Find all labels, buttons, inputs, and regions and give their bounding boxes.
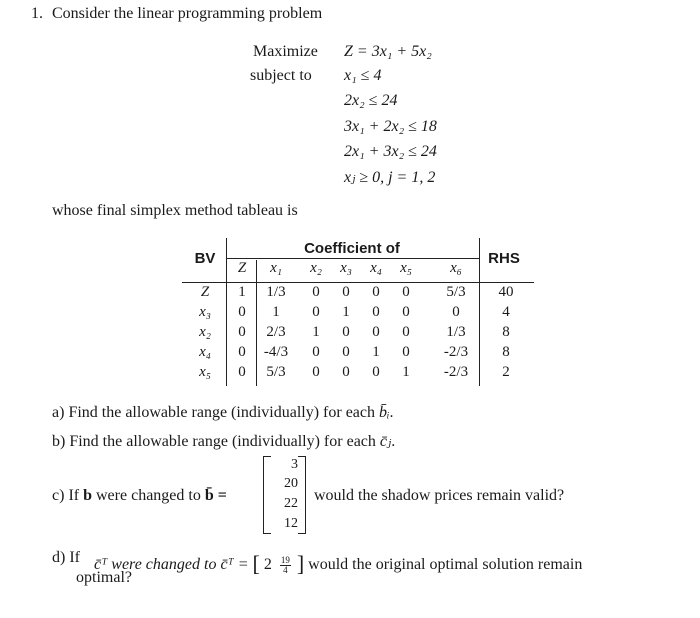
question-b bbox=[52, 431, 395, 451]
col-header-x1: x₁ bbox=[270, 260, 282, 276]
question-d-text-after: would the original optimal solution remain bbox=[308, 556, 583, 573]
cell: -2/3 bbox=[443, 364, 469, 380]
question-d-text-before: If bbox=[69, 549, 80, 566]
vector-entry: 3 bbox=[291, 457, 298, 472]
cell: 0 bbox=[238, 324, 246, 340]
coefficient-header: Coefficient of bbox=[304, 240, 400, 257]
question-c-symbol: b̄ = bbox=[204, 487, 227, 504]
tableau-intro: whose final simplex method tableau is bbox=[52, 202, 298, 219]
rhs-cell: 8 bbox=[502, 344, 510, 360]
cell: 1 bbox=[272, 304, 280, 320]
problem-number: 1. bbox=[31, 5, 43, 22]
rhs-cell: 40 bbox=[498, 284, 514, 300]
question-d-line2: optimal? bbox=[76, 569, 132, 586]
question-b-symbol: c̄ⱼ bbox=[379, 433, 392, 450]
col-header-x4: x₄ bbox=[370, 260, 382, 276]
cell: 0 bbox=[402, 344, 410, 360]
cell: 1 bbox=[238, 284, 246, 300]
question-d-row-vector bbox=[94, 549, 582, 575]
fraction-numerator: 19 bbox=[280, 554, 290, 565]
cell: 1/3 bbox=[446, 324, 466, 340]
question-c bbox=[52, 487, 227, 505]
cell: 0 bbox=[372, 324, 380, 340]
cell: 0 bbox=[238, 344, 246, 360]
row-bv: Z bbox=[200, 284, 210, 300]
cell: 0 bbox=[372, 284, 380, 300]
constraint-3: 3x₁ + 2x₂ ≤ 18 bbox=[344, 118, 437, 135]
constraint-1: x₁ ≤ 4 bbox=[344, 67, 382, 84]
cell: 1 bbox=[342, 304, 350, 320]
cell: 5/3 bbox=[446, 284, 466, 300]
rhs-cell: 8 bbox=[502, 324, 510, 340]
row-bv: x₄ bbox=[199, 344, 211, 360]
vector-left-bracket bbox=[263, 456, 271, 534]
cell: 0 bbox=[402, 324, 410, 340]
question-d-label: d) bbox=[52, 549, 66, 566]
question-a-label: a) bbox=[52, 404, 65, 421]
col-header-x3: x₃ bbox=[340, 260, 352, 276]
question-a-text: Find the allowable range (individually) for each bbox=[68, 404, 379, 421]
cell: 0 bbox=[452, 304, 460, 320]
cell: 1 bbox=[312, 324, 320, 340]
bv-header: BV bbox=[194, 250, 216, 267]
cell: 0 bbox=[372, 304, 380, 320]
problem-intro: Consider the linear programming problem bbox=[52, 5, 323, 22]
cell: 0 bbox=[312, 364, 320, 380]
question-c-text-mid: were changed to bbox=[92, 487, 205, 504]
col-header-x6: x₆ bbox=[450, 260, 462, 276]
row-vector-fraction bbox=[280, 556, 291, 575]
row-bv: x₃ bbox=[199, 304, 211, 320]
cell: 0 bbox=[312, 344, 320, 360]
row-bv: x₅ bbox=[199, 364, 211, 380]
simplex-tableau bbox=[182, 238, 534, 388]
col-header-x2: x₂ bbox=[310, 260, 322, 276]
row-bv: x₂ bbox=[199, 324, 211, 340]
question-c-text-before: If bbox=[68, 487, 84, 504]
constraint-4: 2x₁ + 3x₂ ≤ 24 bbox=[344, 143, 437, 160]
cell: 0 bbox=[342, 324, 350, 340]
cell: 1/3 bbox=[266, 284, 286, 300]
question-b-label: b) bbox=[52, 433, 66, 450]
vector-entry: 12 bbox=[284, 516, 298, 531]
cell: 0 bbox=[342, 364, 350, 380]
cell: 5/3 bbox=[266, 364, 286, 380]
question-d bbox=[52, 549, 80, 567]
rhs-cell: 4 bbox=[502, 304, 510, 320]
constraint-2: 2x₂ ≤ 24 bbox=[344, 92, 398, 109]
cell: 0 bbox=[312, 304, 320, 320]
header-divider bbox=[182, 282, 534, 283]
col-header-x5: x₅ bbox=[400, 260, 412, 276]
question-a-end: . bbox=[389, 404, 394, 421]
fraction-denominator: 4 bbox=[283, 564, 288, 575]
cell: 1 bbox=[402, 364, 410, 380]
cell: 0 bbox=[238, 304, 246, 320]
vector-right-bracket bbox=[298, 456, 306, 534]
row-vector-left-bracket: [ bbox=[252, 551, 260, 576]
objective-function: Z = 3x₁ + 5x₂ bbox=[344, 43, 432, 60]
row-vector-entry-1: 2 bbox=[263, 556, 272, 573]
rhs-header: RHS bbox=[488, 250, 520, 267]
nonnegativity-constraint: xⱼ ≥ 0, j = 1, 2 bbox=[344, 169, 436, 186]
cell: 0 bbox=[342, 344, 350, 360]
question-a-symbol: b̄ᵢ bbox=[379, 404, 390, 421]
cell: -2/3 bbox=[443, 344, 469, 360]
row-vector-right-bracket: ] bbox=[296, 551, 305, 576]
cell: 2/3 bbox=[266, 324, 286, 340]
question-c-bold-b: b bbox=[83, 487, 92, 504]
question-c-text-after: would the shadow prices remain valid? bbox=[314, 487, 565, 504]
coeff-underline bbox=[226, 258, 479, 259]
cell: 0 bbox=[342, 284, 350, 300]
question-b-end: . bbox=[391, 433, 396, 450]
maximize-label: Maximize bbox=[253, 43, 318, 60]
z-divider bbox=[256, 260, 257, 386]
subject-to-label: subject to bbox=[250, 67, 312, 84]
cell: 0 bbox=[372, 364, 380, 380]
vector-entry: 22 bbox=[284, 496, 298, 511]
cell: 0 bbox=[312, 284, 320, 300]
cell: 1 bbox=[372, 344, 380, 360]
question-a bbox=[52, 404, 394, 422]
col-header-z: Z bbox=[237, 260, 247, 276]
cell: 0 bbox=[402, 304, 410, 320]
question-b-text: Find the allowable range (individually) for each bbox=[69, 433, 380, 450]
cell: 0 bbox=[402, 284, 410, 300]
cell: 0 bbox=[238, 364, 246, 380]
vector-entry: 20 bbox=[284, 476, 298, 491]
cell: -4/3 bbox=[263, 344, 289, 360]
question-c-label: c) bbox=[52, 487, 65, 504]
bv-divider bbox=[226, 238, 227, 386]
coeff-divider bbox=[479, 238, 480, 386]
question-d-symbol: c̄ᵀ were changed to c̄ᵀ = bbox=[94, 556, 249, 573]
rhs-cell: 2 bbox=[502, 364, 510, 380]
